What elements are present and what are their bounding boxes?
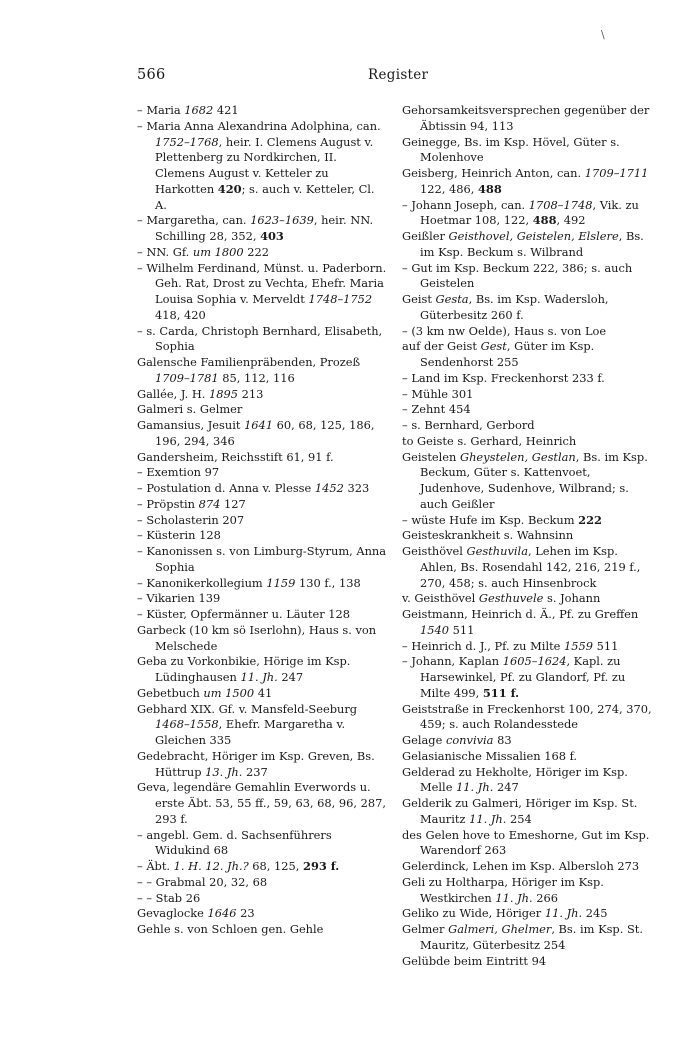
index-entry: – – Grabmal 20, 32, 68 <box>137 874 268 889</box>
index-entry: – wüste Hufe im Ksp. Beckum 222 <box>402 512 602 527</box>
index-entry: – NN. Gf. um 1800 222 <box>137 244 270 259</box>
index-entry: – Land im Ksp. Freckenhorst 233 f. <box>402 370 605 385</box>
index-entry: Gallée, J. H. 1895 213 <box>137 386 264 401</box>
index-entry: – (3 km nw Oelde), Haus s. von Loe <box>402 323 607 338</box>
index-entry: – Vikarien 139 <box>137 591 221 606</box>
index-entry: Gedebracht, Höriger im Ksp. Greven, Bs. Hüttrup 13. Jh. 237 <box>137 748 375 779</box>
index-entry: – Kanonissen s. von Limburg-Styrum, Anna Sophia <box>137 544 387 574</box>
index-entry: Geiststraße in Freckenhorst 100, 274, 370, 459; s. auch Rolandesstede <box>402 701 652 732</box>
index-entry: Garbeck (10 km sö Iserlohn), Haus s. von Melschede <box>137 622 377 653</box>
page-header <box>0 67 700 87</box>
index-entry: Gelasianische Missalien 168 f. <box>402 748 578 763</box>
index-entry: – Scholasterin 207 <box>137 512 245 527</box>
index-entry: Gebetbuch um 1500 41 <box>137 685 273 700</box>
index-entry: Gebhard XIX. Gf. v. Mansfeld-Seeburg 1468–1558, Ehefr. Margaretha v. Gleichen 335 <box>137 701 358 747</box>
index-entry: – Mühle 301 <box>402 386 474 401</box>
index-entry: Geißler Geisthovel, Geistelen, Elslere, Bs. im Ksp. Beckum s. Wilbrand <box>402 229 644 259</box>
index-entry: Geistmann, Heinrich d. Ä., Pf. zu Greffen 1540 511 <box>402 607 639 637</box>
index-entry: – Exemtion 97 <box>137 465 220 480</box>
index-entry: auf der Geist Gest, Güter im Ksp. Sendenhorst 255 <box>402 339 595 369</box>
index-entry: Geva, legendäre Gemahlin Everwords u. erste Äbt. 53, 55 ff., 59, 63, 68, 96, 287, 293 f. <box>137 780 387 826</box>
index-entry: – Heinrich d. J., Pf. zu Milte 1559 511 <box>402 638 619 653</box>
index-entry: to Geiste s. Gerhard, Heinrich <box>402 433 577 448</box>
index-entry: Geliko zu Wide, Höriger 11. Jh. 245 <box>402 906 608 921</box>
index-entry: – Äbt. 1. H. 12. Jh.? 68, 125, 293 f. <box>137 859 340 873</box>
index-entry: Geisberg, Heinrich Anton, can. 1709–1711 122, 486, 488 <box>402 166 649 196</box>
index-column-left <box>137 103 387 938</box>
index-entry: Geisteskrankheit s. Wahnsinn <box>402 528 574 543</box>
index-entry: Gelage convivia 83 <box>402 733 512 747</box>
index-entry: Geist Gesta, Bs. im Ksp. Wadersloh, Güterbesitz 260 f. <box>402 292 609 322</box>
index-entry: Gehle s. von Schloen gen. Gehle <box>137 922 324 936</box>
index-entry: – s. Carda, Christoph Bernhard, Elisabeth, Sophia <box>137 323 383 354</box>
index-entry: Gevaglocke 1646 23 <box>137 906 255 921</box>
index-entry: – Margaretha, can. 1623–1639, heir. NN. Schilling 28, 352, 403 <box>137 213 374 243</box>
index-entry: – Maria 1682 421 <box>137 103 239 117</box>
index-entry: Gelderik zu Galmeri, Höriger im Ksp. St. Mauritz 11. Jh. 254 <box>402 796 638 826</box>
index-entry: v. Geisthövel Gesthuvele s. Johann <box>402 591 601 606</box>
index-entry: – Kanonikerkollegium 1159 130 f., 138 <box>137 575 361 590</box>
index-entry: Geba zu Vorkonbikie, Hörige im Ksp. Lüdinghausen 11. Jh. 247 <box>137 654 351 684</box>
index-entry: – Gut im Ksp. Beckum 222, 386; s. auch Geistelen <box>402 260 633 291</box>
index-entry: Gelübde beim Eintritt 94 <box>402 953 547 968</box>
index-entry: – Pröpstin 874 127 <box>137 496 246 511</box>
index-entry: – Küsterin 128 <box>137 528 221 543</box>
index-entry: Galmeri s. Gelmer <box>137 402 243 417</box>
index-entry: Geistelen Gheystelen, Gestlan, Bs. im Ksp. Beckum, Güter s. Kattenvoet, Judenhove, Sudenhove, Wilbrand; s. auch Geißler <box>402 449 648 511</box>
index-entry: Geinegge, Bs. im Ksp. Hövel, Güter s. Molenhove <box>402 134 620 165</box>
index-column-right <box>402 103 652 969</box>
index-entry: Gelderad zu Hekholte, Höriger im Ksp. Melle 11. Jh. 247 <box>402 764 628 795</box>
index-entry: – Postulation d. Anna v. Plesse 1452 323 <box>137 481 370 495</box>
index-entry: des Gelen hove to Emeshorne, Gut im Ksp. Warendorf 263 <box>402 827 650 858</box>
corner-mark: \ <box>601 28 605 41</box>
index-entry: – Zehnt 454 <box>402 402 471 417</box>
index-entry: Geli zu Holtharpa, Höriger im Ksp. Westkirchen 11. Jh. 266 <box>402 874 604 905</box>
index-entry: Gelmer Galmeri, Ghelmer, Bs. im Ksp. St. Mauritz, Güterbesitz 254 <box>402 922 643 952</box>
index-entry: Galensche Familienpräbenden, Prozeß 1709–1781 85, 112, 116 <box>137 355 361 385</box>
index-entry: Gehorsamkeitsversprechen gegenüber der Äbtissin 94, 113 <box>402 103 650 133</box>
index-entry: Gelerdinck, Lehen im Ksp. Albersloh 273 <box>402 859 640 873</box>
index-entry: – s. Bernhard, Gerbord <box>402 418 535 432</box>
index-entry: – – Stab 26 <box>137 890 201 905</box>
index-entry: – Johann, Kaplan 1605–1624, Kapl. zu Harsewinkel, Pf. zu Glandorf, Pf. zu Milte 499, 511 f. <box>402 654 626 700</box>
index-entry: – Wilhelm Ferdinand, Münst. u. Paderborn. Geh. Rat, Drost zu Vechta, Ehefr. Maria Louisa Sophia v. Merveldt 1748–1752 418, 420 <box>137 260 387 322</box>
index-entry: Gamansius, Jesuit 1641 60, 68, 125, 186, 196, 294, 346 <box>137 418 375 448</box>
index-entry: – Küster, Opfermänner u. Läuter 128 <box>137 607 351 621</box>
index-entry: Geisthövel Gesthuvila, Lehen im Ksp. Ahlen, Bs. Rosendahl 142, 216, 219 f., 270, 458; s. auch Hinsenbrock <box>402 544 641 590</box>
index-entry: – Johann Joseph, can. 1708–1748, Vik. zu Hoetmar 108, 122, 488, 492 <box>402 197 639 228</box>
index-entry: Gandersheim, Reichsstift 61, 91 f. <box>137 449 334 464</box>
index-entry: – Maria Anna Alexandrina Adolphina, can. 1752–1768, heir. I. Clemens August v. Plettenberg zu Nordkirchen, II. Clemens August v. Ketteler zu Harkotten 420; s. auch v. Ketteler, Cl. A. <box>137 118 381 212</box>
running-title: Register <box>368 67 429 83</box>
index-entry: – angebl. Gem. d. Sachsenführers Widukind 68 <box>137 827 332 858</box>
page-number: 566 <box>137 67 166 83</box>
